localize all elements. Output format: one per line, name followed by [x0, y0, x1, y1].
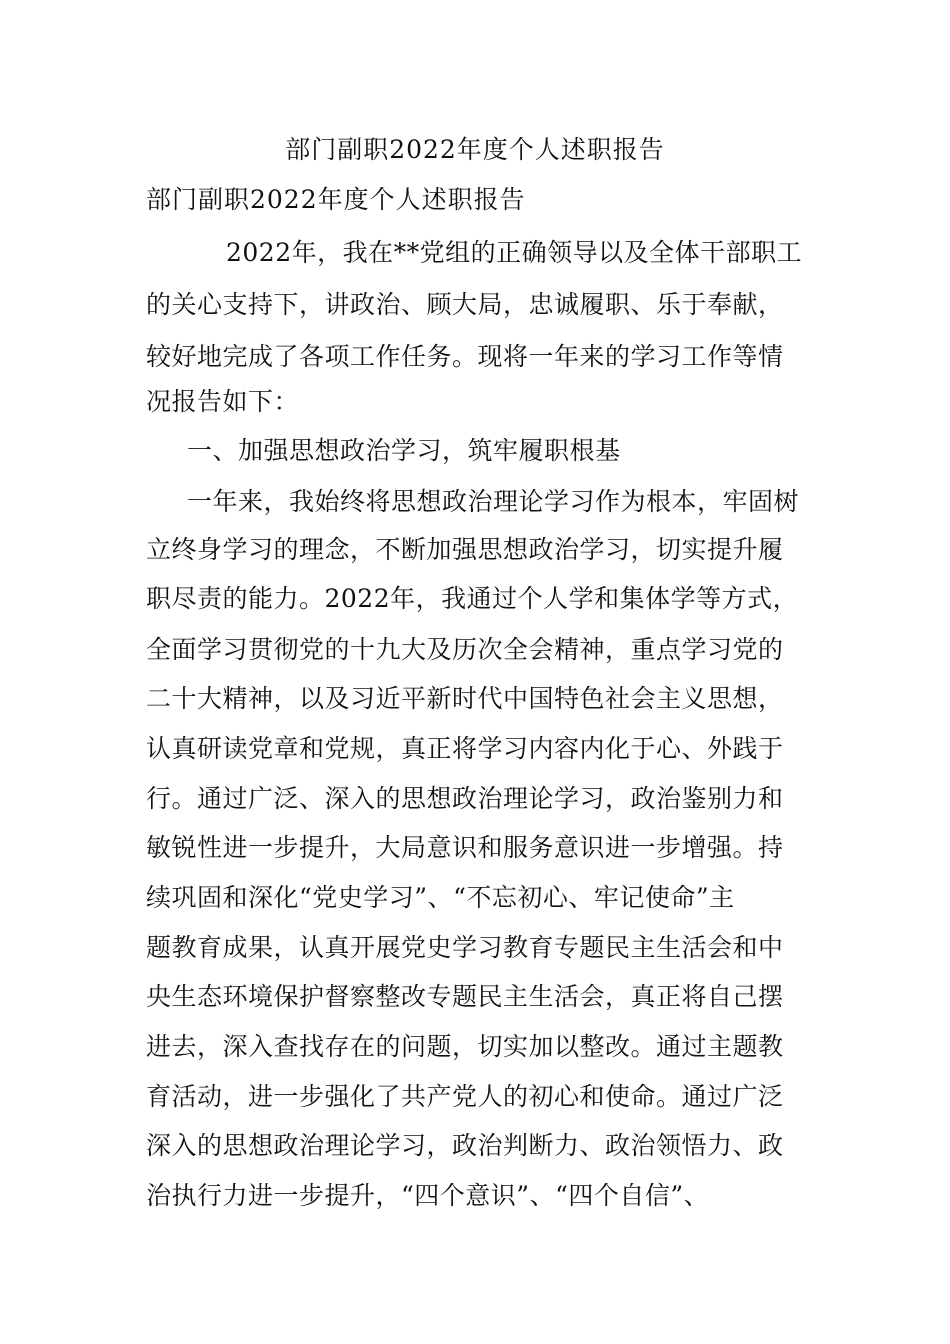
paragraph-line: 育活动，进一步强化了共产党人的初心和使命。通过广泛	[146, 1082, 784, 1111]
paragraph-line: 央生态环境保护督察整改专题民主生活会，真正将自己摆	[146, 982, 784, 1011]
section-heading: 一、加强思想政治学习，筑牢履职根基	[187, 436, 621, 465]
document-subtitle: 部门副职2022年度个人述职报告	[146, 185, 526, 214]
paragraph-line: 行。通过广泛、深入的思想政治理论学习，政治鉴别力和	[146, 784, 784, 813]
document-title: 部门副职2022年度个人述职报告	[285, 135, 665, 164]
paragraph-line: 况报告如下：	[146, 387, 300, 416]
paragraph-line: 深入的思想政治理论学习，政治判断力、政治领悟力、政	[146, 1131, 784, 1160]
paragraph-line: 职尽责的能力。2022年，我通过个人学和集体学等方式，	[146, 584, 799, 613]
paragraph-line: 二十大精神，以及习近平新时代中国特色社会主义思想，	[146, 684, 784, 713]
paragraph-line: 2022年，我在**党组的正确领导以及全体干部职工	[226, 238, 803, 267]
paragraph-line: 敏锐性进一步提升，大局意识和服务意识进一步增强。持	[146, 833, 784, 862]
paragraph-line: 一年来，我始终将思想政治理论学习作为根本，牢固树	[187, 487, 800, 516]
paragraph-line: 续巩固和深化“党史学习”、“不忘初心、牢记使命”主	[146, 883, 735, 912]
paragraph-line: 治执行力进一步提升，“四个意识”、“四个自信”、	[146, 1181, 710, 1210]
paragraph-line: 进去，深入查找存在的问题，切实加以整改。通过主题教	[146, 1032, 784, 1061]
paragraph-line: 全面学习贯彻党的十九大及历次全会精神，重点学习党的	[146, 635, 784, 664]
paragraph-line: 的关心支持下，讲政治、顾大局，忠诚履职、乐于奉献，	[146, 290, 784, 319]
paragraph-line: 立终身学习的理念，不断加强思想政治学习，切实提升履	[146, 535, 784, 564]
paragraph-line: 较好地完成了各项工作任务。现将一年来的学习工作等情	[146, 342, 784, 371]
paragraph-line: 题教育成果，认真开展党史学习教育专题民主生活会和中	[146, 933, 784, 962]
paragraph-line: 认真研读党章和党规，真正将学习内容内化于心、外践于	[146, 734, 784, 763]
